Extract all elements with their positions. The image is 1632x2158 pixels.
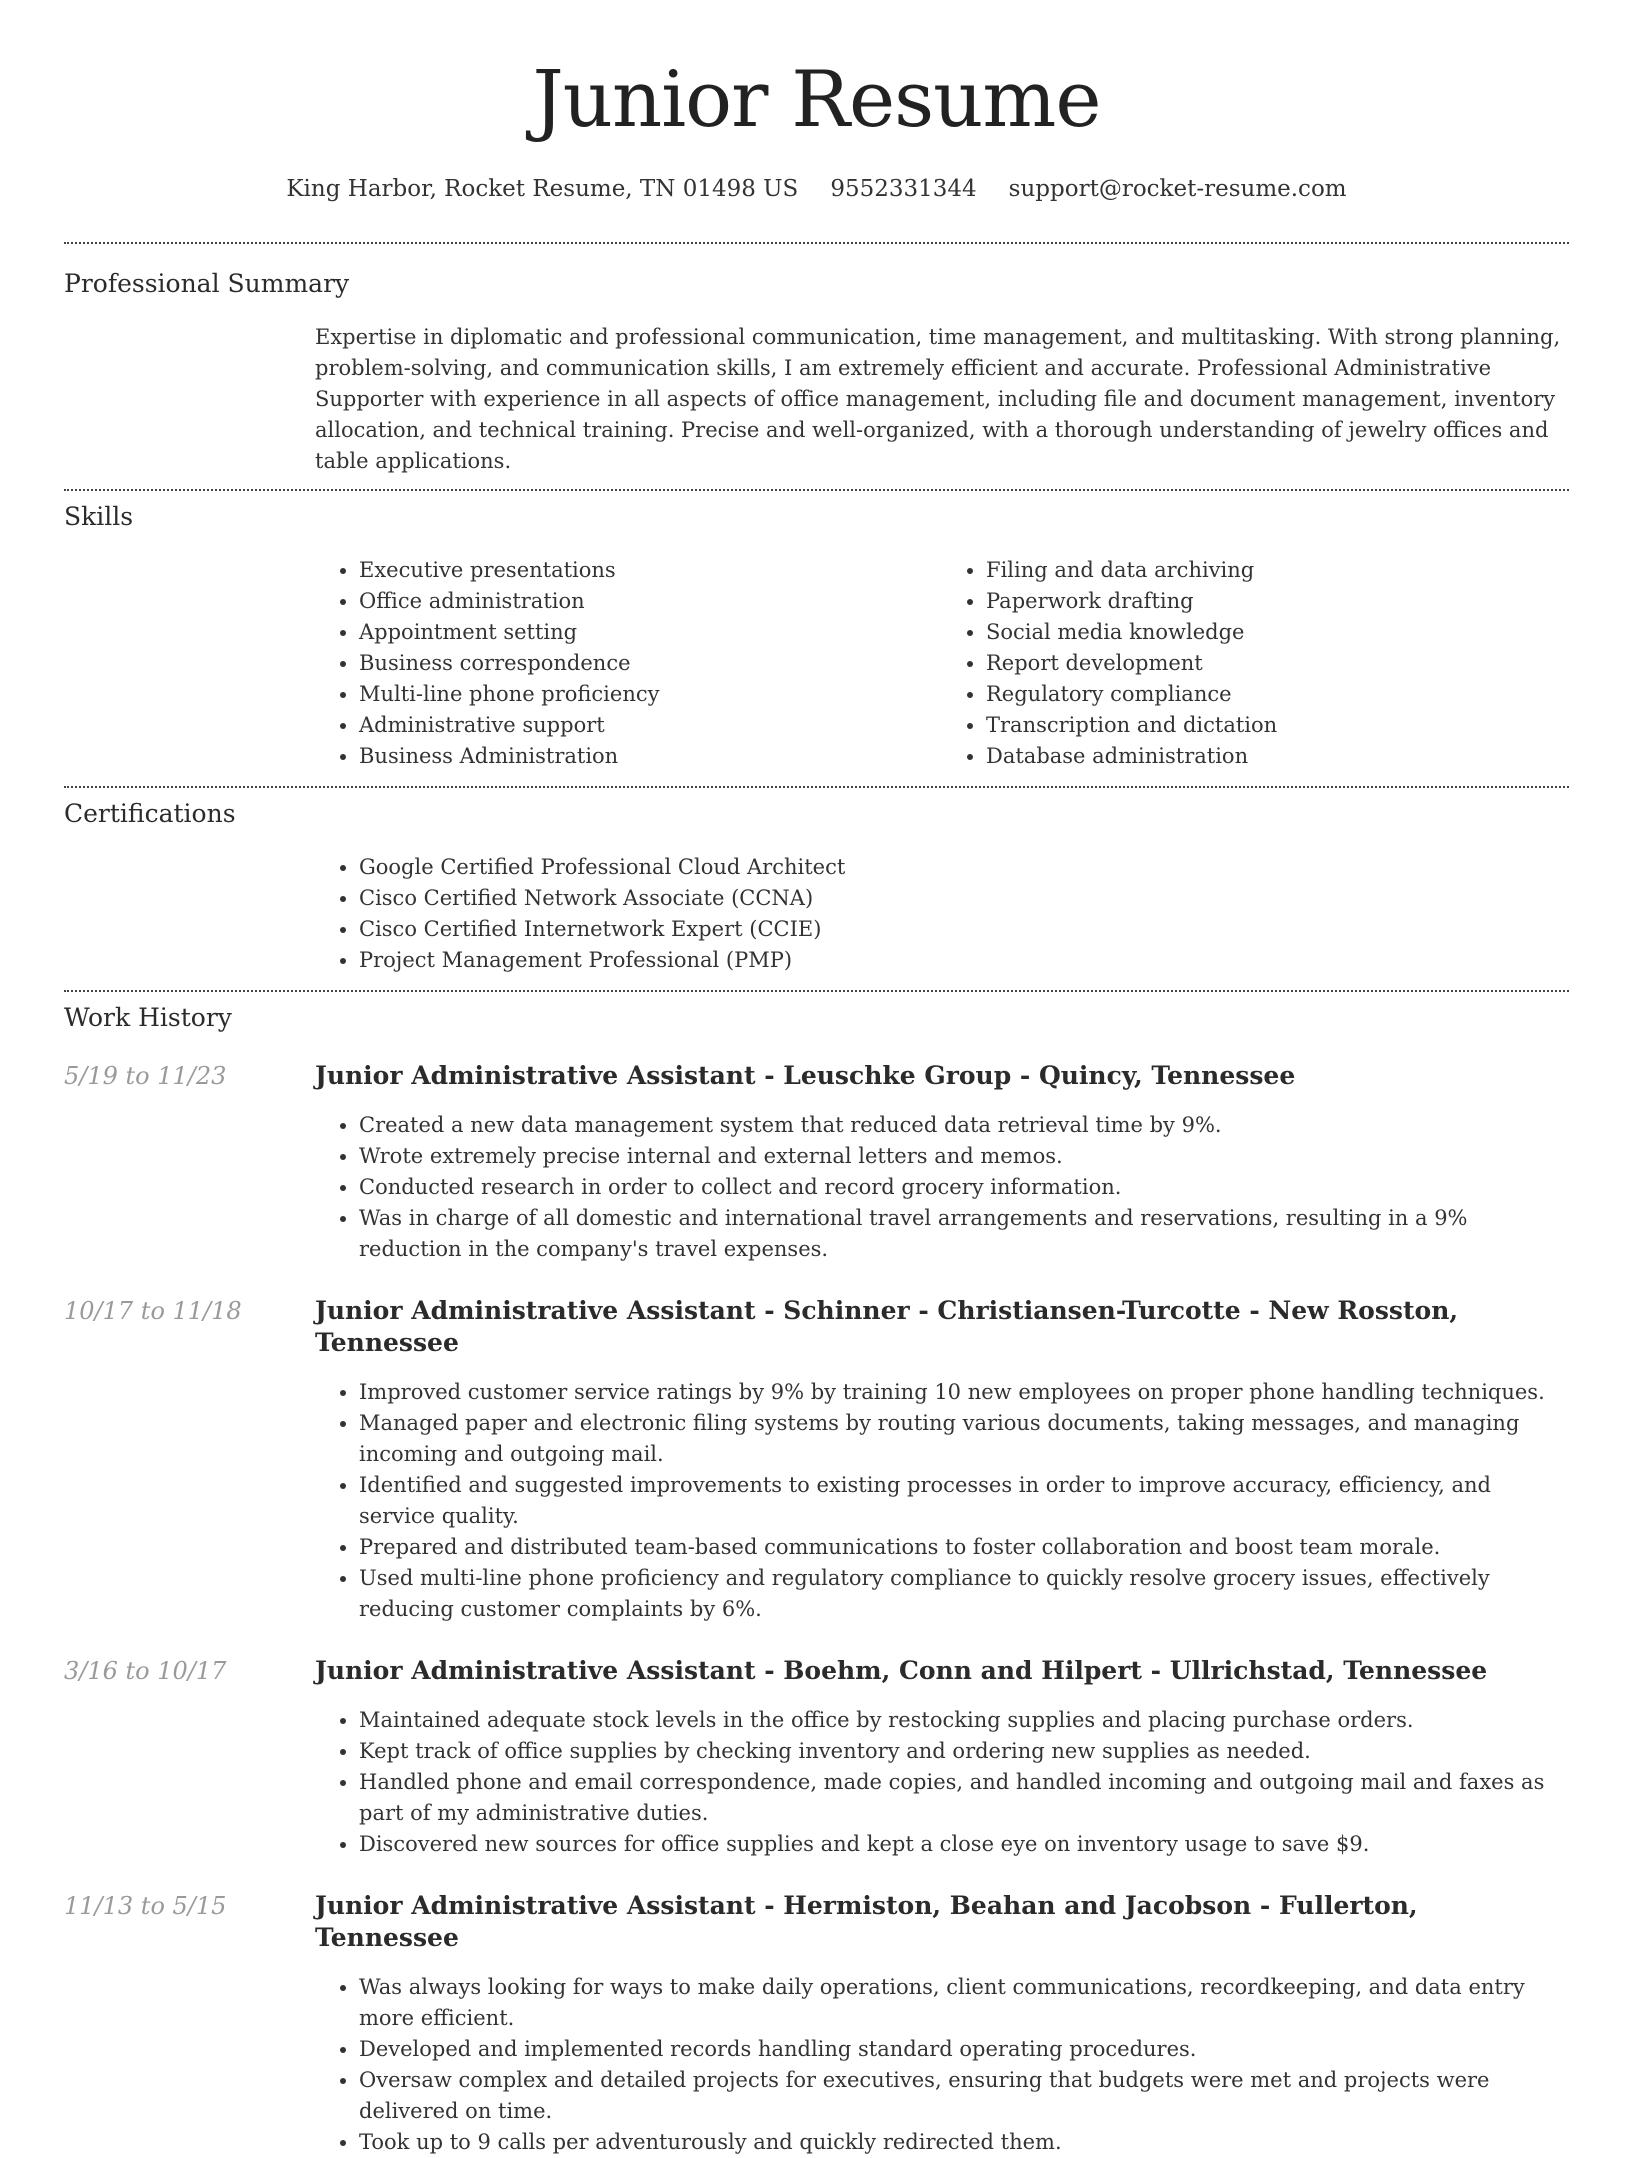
skill-item: • Business correspondence [359,648,942,679]
job-bullet: • Handled phone and email correspondence, made copies, and handled incoming and outgoing mail and faxes as part of my administrative duties. [359,1767,1569,1829]
job-bullets [315,1377,1569,1625]
work-history-section [64,992,1569,2158]
job-entry [64,1655,1569,1860]
skill-item: • Paperwork drafting [986,586,1569,617]
job-bullet: • Kept track of office supplies by checking inventory and ordering new supplies as needed. [359,1736,1569,1767]
skills-list-right [942,555,1569,772]
certifications-heading: Certifications [64,799,236,828]
job-bullets [315,1110,1569,1265]
job-date: 5/19 to 11/23 [64,1062,227,1090]
job-date: 3/16 to 10/17 [64,1657,227,1685]
skill-item: • Regulatory compliance [986,679,1569,710]
skill-item: • Report development [986,648,1569,679]
job-bullet: • Prepared and distributed team-based communications to foster collaboration and boost team morale. [359,1532,1569,1563]
certifications-section [64,788,1569,990]
skill-item: • Executive presentations [359,555,942,586]
summary-text: Expertise in diplomatic and professional communication, time management, and multitasking. With strong planning, problem-solving, and communication skills, I am extremely efficient and accurate. Professional Administrative Supporter with experience in all aspects of office management, including file and document management, inventory allocation, and technical training. Precise and well-organized, with a thorough understanding of jewelry offices and table applications. [315,325,1561,473]
certification-item: • Cisco Certified Network Associate (CCNA) [359,883,1569,914]
job-bullet: • Was in charge of all domestic and international travel arrangements and reservations, resulting in a 9% reduction in the company's travel expenses. [359,1203,1569,1265]
contact-email: support@rocket-resume.com [1008,176,1347,202]
job-title: Junior Administrative Assistant - Schinner - Christiansen-Turcotte - New Rosston, Tennessee [315,1296,1459,1357]
certification-item: • Google Certified Professional Cloud Architect [359,852,1569,883]
job-bullets [315,1705,1569,1860]
job-bullet: • Oversaw complex and detailed projects for executives, ensuring that budgets were met and projects were delivered on time. [359,2065,1569,2127]
certification-item: • Cisco Certified Internetwork Expert (CCIE) [359,914,1569,945]
certifications-list [315,852,1569,976]
resume-page [64,0,1569,2158]
skill-item: • Business Administration [359,741,942,772]
job-entry [64,1060,1569,1265]
skill-item: • Social media knowledge [986,617,1569,648]
skills-list-left [315,555,942,772]
job-entry [64,1295,1569,1625]
certification-item: • Project Management Professional (PMP) [359,945,1569,976]
contact-line [64,174,1569,204]
skill-item: • Administrative support [359,710,942,741]
skill-item: • Transcription and dictation [986,710,1569,741]
skill-item: • Office administration [359,586,942,617]
job-title: Junior Administrative Assistant - Leuschke Group - Quincy, Tennessee [315,1061,1296,1090]
job-bullets [315,1972,1569,2158]
skills-section [64,491,1569,786]
contact-address: King Harbor, Rocket Resume, TN 01498 US [286,176,799,202]
job-bullet: • Improved customer service ratings by 9% by training 10 new employees on proper phone handling techniques. [359,1377,1569,1408]
job-bullet: • Discovered new sources for office supplies and kept a close eye on inventory usage to save $9. [359,1829,1569,1860]
summary-section [64,244,1569,489]
job-bullet: • Conducted research in order to collect and record grocery information. [359,1172,1569,1203]
skill-item: • Filing and data archiving [986,555,1569,586]
contact-phone: 9552331344 [830,176,977,202]
summary-heading: Professional Summary [64,269,350,298]
skills-heading: Skills [64,502,134,531]
job-bullet: • Used multi-line phone proficiency and regulatory compliance to quickly resolve grocery issues, effectively reducing customer complaints by 6%. [359,1563,1569,1625]
job-title: Junior Administrative Assistant - Boehm, Conn and Hilpert - Ullrichstad, Tennessee [315,1656,1488,1685]
job-bullet: • Was always looking for ways to make daily operations, client communications, recordkeeping, and data entry more efficient. [359,1972,1569,2034]
job-bullet: • Wrote extremely precise internal and external letters and memos. [359,1141,1569,1172]
job-bullet: • Took up to 9 calls per adventurously and quickly redirected them. [359,2127,1569,2158]
job-bullet: • Created a new data management system that reduced data retrieval time by 9%. [359,1110,1569,1141]
job-bullet: • Identified and suggested improvements to existing processes in order to improve accuracy, efficiency, and service quality. [359,1470,1569,1532]
skill-item: • Multi-line phone proficiency [359,679,942,710]
skill-item: • Appointment setting [359,617,942,648]
job-bullet: • Developed and implemented records handling standard operating procedures. [359,2034,1569,2065]
resume-name: Junior Resume [532,55,1101,145]
job-bullet: • Maintained adequate stock levels in the office by restocking supplies and placing purchase orders. [359,1705,1569,1736]
skill-item: • Database administration [986,741,1569,772]
work-history-heading: Work History [64,1003,232,1032]
job-bullet: • Managed paper and electronic filing systems by routing various documents, taking messages, and managing incoming and outgoing mail. [359,1408,1569,1470]
job-title: Junior Administrative Assistant - Hermiston, Beahan and Jacobson - Fullerton, Tennessee [315,1891,1418,1952]
job-date: 10/17 to 11/18 [64,1297,242,1325]
job-date: 11/13 to 5/15 [64,1892,227,1920]
job-entry [64,1890,1569,2158]
